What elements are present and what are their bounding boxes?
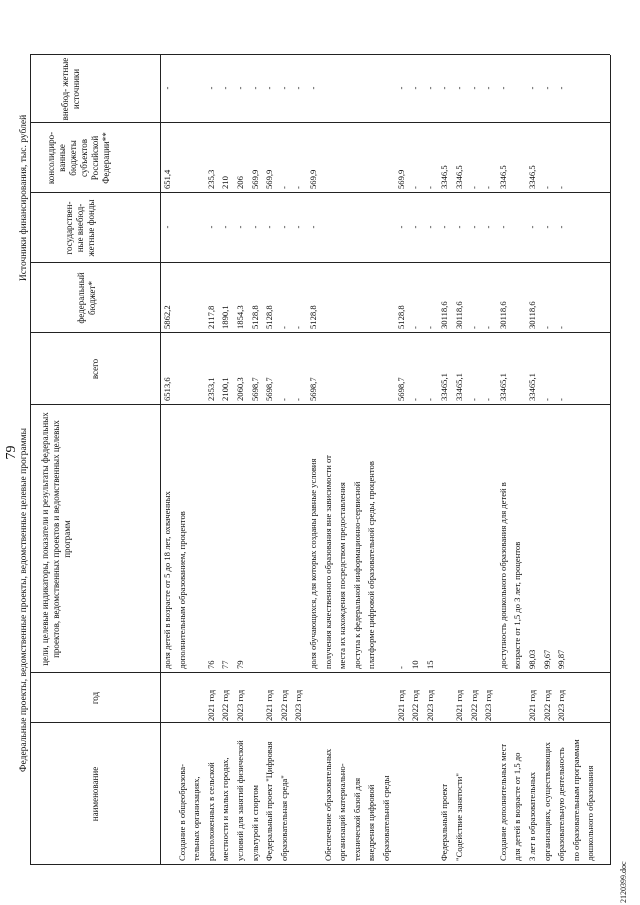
row-indicator: - — [395, 666, 406, 669]
row-offbudget-funds: - — [483, 225, 494, 229]
row-year: 2021 год — [395, 689, 406, 721]
col-header-total: всего — [90, 358, 100, 380]
row-other: - — [527, 86, 537, 90]
row-year: 2023 год — [235, 689, 245, 721]
row-other: - — [483, 86, 494, 90]
row-name: 3 лет в образовательных — [527, 771, 537, 861]
row-offbudget-funds: - — [541, 225, 552, 229]
row-name: внедрения цифровой — [366, 784, 377, 861]
row-regional: 569,9 — [264, 169, 275, 189]
row-indicator: получения качественного образования вне зависимости от — [322, 455, 333, 669]
col-rule — [30, 332, 610, 333]
row-offbudget-funds: - — [264, 225, 275, 229]
row-offbudget-funds: - — [410, 225, 421, 229]
row-total: 33465,1 — [497, 373, 508, 401]
row-total: 5698,7 — [249, 377, 260, 401]
col-rule — [30, 54, 610, 55]
row-name: условий для занятий физической — [235, 740, 245, 861]
row-total: - — [483, 398, 494, 401]
row-other: - — [162, 86, 172, 90]
row-name: Федеральный проект "Цифровая — [264, 741, 275, 861]
row-regional: - — [556, 186, 567, 189]
row-name: местности и малых городах, — [220, 757, 231, 861]
row-offbudget-funds: - — [468, 225, 479, 229]
row-year: 2023 год — [293, 689, 304, 721]
row-year: 2022 год — [541, 689, 552, 721]
col-header-federal: федеральный бюджет* — [76, 272, 97, 324]
row-name: тельных организациях, — [191, 776, 202, 861]
row-year: 2022 год — [410, 689, 421, 721]
row-name: образовательной среды — [381, 775, 391, 861]
row-regional: - — [424, 186, 435, 189]
row-federal: - — [410, 326, 421, 329]
row-name: по образовательным программам — [570, 739, 581, 861]
col-rule — [30, 672, 610, 673]
row-name: для детей в возрасте от 1,5 до — [512, 752, 523, 861]
row-offbudget-funds: - — [220, 225, 231, 229]
row-federal: 30118,6 — [527, 301, 537, 329]
row-total: - — [541, 398, 552, 401]
row-federal: 30118,6 — [439, 301, 450, 329]
row-indicator: 99,67 — [541, 649, 552, 669]
col-header-name: наименование — [90, 766, 100, 822]
col-rule — [30, 122, 610, 123]
row-offbudget-funds: - — [235, 225, 245, 229]
row-other: - — [220, 86, 231, 90]
row-federal: - — [541, 326, 552, 329]
row-indicator: 99,87 — [556, 649, 567, 669]
row-total: 6513,6 — [162, 377, 172, 401]
row-indicator: дополнительным образованием, процентов — [176, 511, 187, 669]
row-federal: - — [483, 326, 494, 329]
row-year: 2022 год — [220, 689, 231, 721]
row-name: Федеральный проект — [439, 783, 450, 861]
row-other: - — [497, 86, 508, 90]
row-regional: - — [293, 186, 304, 189]
row-other: - — [541, 86, 552, 90]
col-rule — [30, 404, 610, 405]
row-federal: - — [468, 326, 479, 329]
row-indicator: платформе цифровой образовательной среды, процентов — [366, 461, 377, 669]
row-year: 2022 год — [468, 689, 479, 721]
row-indicator: 79 — [235, 660, 245, 669]
row-federal: 2117,8 — [205, 305, 216, 329]
row-other: - — [249, 86, 260, 90]
row-regional: 569,9 — [395, 169, 406, 189]
row-indicator: доступа к федеральной информационно-сервисной — [351, 481, 362, 669]
row-offbudget-funds: - — [293, 225, 304, 229]
row-offbudget-funds: - — [439, 225, 450, 229]
row-regional: 3346,5 — [454, 165, 464, 189]
row-offbudget-funds: - — [308, 225, 318, 229]
row-other: - — [556, 86, 567, 90]
row-federal: 5128,8 — [249, 305, 260, 329]
row-regional: 3346,5 — [439, 165, 450, 189]
row-regional: 3346,5 — [527, 165, 537, 189]
row-other: - — [235, 86, 245, 90]
row-other: - — [468, 86, 479, 90]
col-rule — [30, 262, 610, 263]
row-name: "Содействие занятости" — [454, 773, 464, 861]
row-name: организаций материально- — [337, 763, 348, 861]
row-regional: 206 — [235, 176, 245, 189]
row-total: 33465,1 — [454, 373, 464, 401]
col-header-indicators: цели, целевые индикаторы, показатели и результаты федеральных проектов, ведомственных проектов и ведомственных целевых программ — [40, 412, 72, 666]
col-header-year: год — [90, 691, 100, 705]
row-name: организациях, осуществляющих — [541, 742, 552, 861]
row-name: культурой и спортом — [249, 785, 260, 861]
row-other: - — [278, 86, 289, 90]
row-total: 5698,7 — [395, 377, 406, 401]
row-other: - — [308, 86, 318, 90]
row-total: 33465,1 — [439, 373, 450, 401]
row-total: 2060,3 — [235, 377, 245, 401]
row-year: 2023 год — [483, 689, 494, 721]
row-indicator: 10 — [410, 660, 421, 669]
row-indicator: 76 — [205, 660, 216, 669]
row-other: - — [264, 86, 275, 90]
row-indicator: 98,03 — [527, 649, 537, 669]
header-bottom-rule — [160, 55, 161, 865]
row-total: 5698,7 — [308, 377, 318, 401]
row-other: - — [293, 86, 304, 90]
row-other: - — [410, 86, 421, 90]
row-offbudget-funds: - — [497, 225, 508, 229]
row-federal: 5128,8 — [395, 305, 406, 329]
row-federal: 5862,2 — [162, 305, 172, 329]
row-name: технической базой для — [351, 777, 362, 861]
sources-header: Источники финансирования, тыс. рублей — [19, 114, 29, 282]
row-total: 33465,1 — [527, 373, 537, 401]
row-name: образовательную деятельность — [556, 747, 567, 861]
row-total: 2100,1 — [220, 377, 231, 401]
row-indicator: 77 — [220, 660, 231, 669]
page-number: 79 — [4, 445, 19, 460]
row-indicator: места их нахождения посредством предоставления — [337, 482, 348, 669]
row-name: Создание дополнительных мест — [497, 743, 508, 861]
row-regional: 210 — [220, 176, 231, 189]
row-total: - — [293, 398, 304, 401]
row-year: 2022 год — [278, 689, 289, 721]
row-federal: - — [424, 326, 435, 329]
row-regional: - — [410, 186, 421, 189]
row-offbudget-funds: - — [527, 225, 537, 229]
row-name: Создание в общеобразова- — [176, 764, 187, 861]
row-indicator: доступность дошкольного образования для детей в — [497, 482, 508, 669]
row-federal: 5128,8 — [264, 305, 275, 329]
col-rule — [30, 192, 610, 193]
row-name: Обеспечение образовательных — [322, 748, 333, 861]
row-federal: 1890,1 — [220, 305, 231, 329]
row-indicator: доля обучающихся, для которых созданы равные условия — [308, 458, 318, 669]
row-federal: 30118,6 — [497, 301, 508, 329]
col-rule — [30, 864, 610, 865]
row-year: 2021 год — [264, 689, 275, 721]
row-year: 2021 год — [454, 689, 464, 721]
row-offbudget-funds: - — [556, 225, 567, 229]
row-total: - — [468, 398, 479, 401]
row-federal: 5128,8 — [308, 305, 318, 329]
row-total: 2353,1 — [205, 377, 216, 401]
row-offbudget-funds: - — [454, 225, 464, 229]
row-total: - — [556, 398, 567, 401]
row-other: - — [439, 86, 450, 90]
row-federal: - — [278, 326, 289, 329]
row-indicator: возрасте от 1,5 до 3 лет, процентов — [512, 541, 523, 669]
row-federal: 30118,6 — [454, 301, 464, 329]
row-total: 5698,7 — [264, 377, 275, 401]
row-total: - — [410, 398, 421, 401]
row-regional: 651,4 — [162, 169, 172, 189]
row-federal: - — [293, 326, 304, 329]
file-name: 2120399.doc — [619, 861, 628, 903]
table-bottom-rule — [610, 55, 611, 865]
row-other: - — [454, 86, 464, 90]
col-header-other: внебюд- жетные источники — [60, 57, 81, 121]
row-offbudget-funds: - — [162, 225, 172, 229]
row-offbudget-funds: - — [424, 225, 435, 229]
row-other: - — [205, 86, 216, 90]
row-name: расположенных в сельской — [205, 762, 216, 861]
row-regional: - — [483, 186, 494, 189]
row-regional: 235,3 — [205, 169, 216, 189]
row-total: - — [424, 398, 435, 401]
row-offbudget-funds: - — [395, 225, 406, 229]
col-rule — [30, 722, 610, 723]
row-name: образовательная среда" — [278, 775, 289, 861]
row-offbudget-funds: - — [278, 225, 289, 229]
row-regional: - — [541, 186, 552, 189]
row-indicator: доля детей в возрасте от 5 до 18 лет, охваченных — [162, 491, 172, 669]
row-other: - — [424, 86, 435, 90]
row-regional: 3346,5 — [497, 165, 508, 189]
row-year: 2023 год — [424, 689, 435, 721]
row-offbudget-funds: - — [249, 225, 260, 229]
row-year: 2021 год — [527, 689, 537, 721]
row-total: - — [278, 398, 289, 401]
row-year: 2021 год — [205, 689, 216, 721]
sources-rule — [30, 63, 31, 333]
chapter-title: Федеральные проекты, ведомственные проекты, ведомственные целевые программы — [19, 428, 29, 772]
row-year: 2023 год — [556, 689, 567, 721]
row-offbudget-funds: - — [205, 225, 216, 229]
row-name: дошкольного образования — [585, 765, 596, 861]
col-header-regional: консолидиро- ванные бюджеты субъектов Российской Федерации** — [46, 131, 111, 185]
row-federal: - — [556, 326, 567, 329]
row-indicator: 15 — [424, 660, 435, 669]
row-other: - — [395, 86, 406, 90]
row-federal: 1854,3 — [235, 305, 245, 329]
row-regional: - — [468, 186, 479, 189]
row-regional: 569,9 — [308, 169, 318, 189]
row-regional: 569,9 — [249, 169, 260, 189]
col-header-offbudget-funds: государствен- ные внебюд- жетные фонды — [64, 199, 96, 257]
row-regional: - — [278, 186, 289, 189]
